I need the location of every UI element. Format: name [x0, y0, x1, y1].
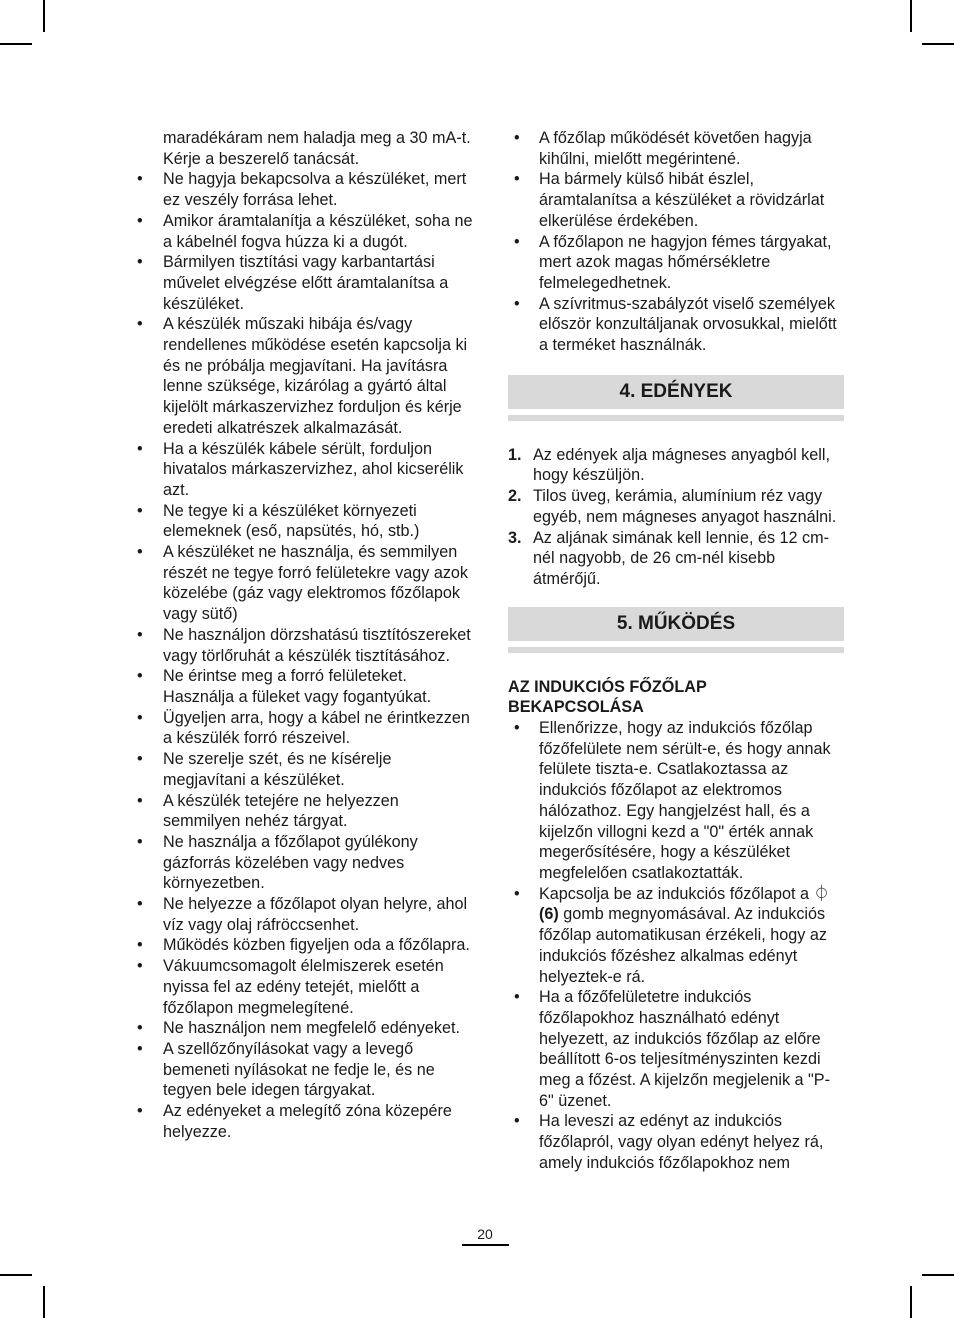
crop-mark	[922, 43, 954, 45]
item-text: Tilos üveg, kerámia, alumínium réz vagy egyéb, nem mágneses anyagot használni.	[533, 487, 837, 526]
list-item: • A főzőlapon ne hagyjon fémes tárgyakat, mert azok magas hőmérsékletre felmelegedhetnek.	[508, 232, 844, 294]
section-heading-edenyek: 4. EDÉNYEK	[508, 375, 844, 415]
item-number: 2.	[508, 487, 522, 506]
section-heading-mukodes: 5. MŰKÖDÉS	[508, 607, 844, 647]
numbered-item	[508, 445, 844, 486]
list-item: • Ne használjon nem megfelelő edényeket.	[131, 1018, 476, 1039]
list-item: • Ügyeljen arra, hogy a kábel ne érintkezzen a készülék forró részeivel.	[131, 708, 476, 749]
list-item: • A szívritmus-szabályzót viselő személyek először konzultáljanak orvosukkal, mielőtt a terméket használnák.	[508, 294, 844, 356]
list-item: • Ha a készülék kábele sérült, forduljon hivatalos márkaszervizhez, ahol kicserélik azt.	[131, 439, 476, 501]
item-number: 1.	[508, 445, 522, 464]
list-item: • Amikor áramtalanítja a készüléket, soha ne a kábelnél fogva húzza ki a dugót.	[131, 211, 476, 252]
list-item: • Ha leveszi az edényt az indukciós főzőlapról, vagy olyan edényt helyez rá, amely indukciós főzőlapokhoz nem	[508, 1111, 844, 1173]
cookware-list	[508, 445, 844, 590]
numbered-item	[508, 486, 844, 527]
crop-mark	[43, 1286, 45, 1318]
list-item: • Bármilyen tisztítási vagy karbantartási művelet elvégzése előtt áramtalanítsa a készüléket.	[131, 252, 476, 314]
list-item: • Ne szerelje szét, és ne kísérelje megjavítani a készüléket.	[131, 749, 476, 790]
list-item: • Ne használja a főzőlapot gyúlékony gázforrás közelében vagy nedves környezetben.	[131, 832, 476, 894]
list-item: • Ne tegye ki a készüléket környezeti elemeknek (eső, napsütés, hó, stb.)	[131, 501, 476, 542]
crop-mark	[0, 1274, 32, 1276]
right-column	[508, 128, 844, 1174]
list-item: • Működés közben figyeljen oda a főzőlapra.	[131, 935, 476, 956]
power-icon: ⏀	[813, 884, 830, 903]
list-item: • A készüléket ne használja, és semmilyen részét ne tegye forró felületekre vagy azok közelébe (gáz vagy elektromos főzőlapok vagy sütő)	[131, 542, 476, 625]
page-number: 20	[477, 1226, 493, 1242]
crop-mark	[910, 1286, 912, 1318]
list-item: • Ha a főzőfelületetre indukciós főzőlapokhoz használható edényt helyezett, az indukciós főzőlap az előre beállított 6-os teljesítményszinten kezdi meg a főzést. A kijelzőn megjelenik a "P-6" üzenet.	[508, 987, 844, 1111]
item-text: Az aljának simának kell lennie, és 12 cm-nél nagyobb, de 26 cm-nél kisebb átmérőjű.	[533, 528, 830, 588]
list-item: • Az edényeket a melegítő zóna közepére helyezze.	[131, 1101, 476, 1142]
text: gomb megnyomásával. Az indukciós főzőlap automatikusan érzékeli, hogy az indukciós főzéshez alkalmas edényt helyeztek-e rá.	[539, 905, 827, 986]
button-ref: (6)	[539, 905, 559, 924]
list-item: • A főzőlap működését követően hagyja kihűlni, mielőtt megérintené.	[508, 128, 844, 169]
crop-mark	[910, 0, 912, 32]
list-item: • A készülék műszaki hibája és/vagy rendellenes működése esetén kapcsolja ki és ne próbálja megjavítani. Ha javításra lenne szüksége, kizárólag a gyártó által kijelölt márkaszervizhez forduljon és kérje eredeti alkatrészek alkalmazását.	[131, 314, 476, 438]
list-item: • Ne használjon dörzshatású tisztítószereket vagy törlőruhát a készülék tisztításához.	[131, 625, 476, 666]
safety-list-continued	[508, 128, 844, 356]
crop-mark	[922, 1274, 954, 1276]
crop-mark	[43, 0, 45, 32]
list-item: • A szellőzőnyílásokat vagy a levegő bemeneti nyílásokat ne fedje le, és ne tegyen bele idegen tárgyakat.	[131, 1039, 476, 1101]
continuation-text: maradékáram nem haladja meg a 30 mA-t. Kérje a beszerelő tanácsát.	[163, 129, 471, 168]
operation-list	[508, 718, 844, 1173]
list-item: • Ellenőrizze, hogy az indukciós főzőlap főzőfelülete nem sérült-e, és hogy annak felülete tiszta-e. Csatlakoztassa az indukciós főzőlapot az elektromos hálózathoz. Egy hangjelzést hall, és a kijelzőn villogni kezd a "0" érték annak megerősítésére, hogy a készüléket megfelelően csatlakoztatták.	[508, 718, 844, 884]
numbered-item	[508, 528, 844, 590]
list-item: • A készülék tetejére ne helyezzen semmilyen nehéz tárgyat.	[131, 791, 476, 832]
crop-mark	[0, 43, 32, 45]
left-column	[131, 128, 476, 1142]
list-item	[508, 884, 844, 988]
list-item: • Ne helyezze a főzőlapot olyan helyre, ahol víz vagy olaj ráfröccsenhet.	[131, 894, 476, 935]
subheading: AZ INDUKCIÓS FŐZŐLAP BEKAPCSOLÁSA	[508, 677, 707, 717]
safety-list	[131, 169, 476, 1142]
list-item: • Ne érintse meg a forró felületeket. Használja a füleket vagy fogantyúkat.	[131, 666, 476, 707]
item-number: 3.	[508, 528, 522, 547]
list-item: • Ne hagyja bekapcsolva a készüléket, mert ez veszély forrása lehet.	[131, 169, 476, 210]
item-text: Az edények alja mágneses anyagból kell, hogy készüljön.	[533, 445, 830, 485]
list-item: • Vákuumcsomagolt élelmiszerek esetén nyissa fel az edény tetejét, mielőtt a főzőlapon megmelegítené.	[131, 956, 476, 1018]
page-number-underline	[462, 1244, 509, 1246]
list-item: • Ha bármely külső hibát észlel, áramtalanítsa a készüléket a rövidzárlat elkerülése érdekében.	[508, 169, 844, 231]
text: Kapcsolja be az indukciós főzőlapot a	[539, 884, 809, 903]
